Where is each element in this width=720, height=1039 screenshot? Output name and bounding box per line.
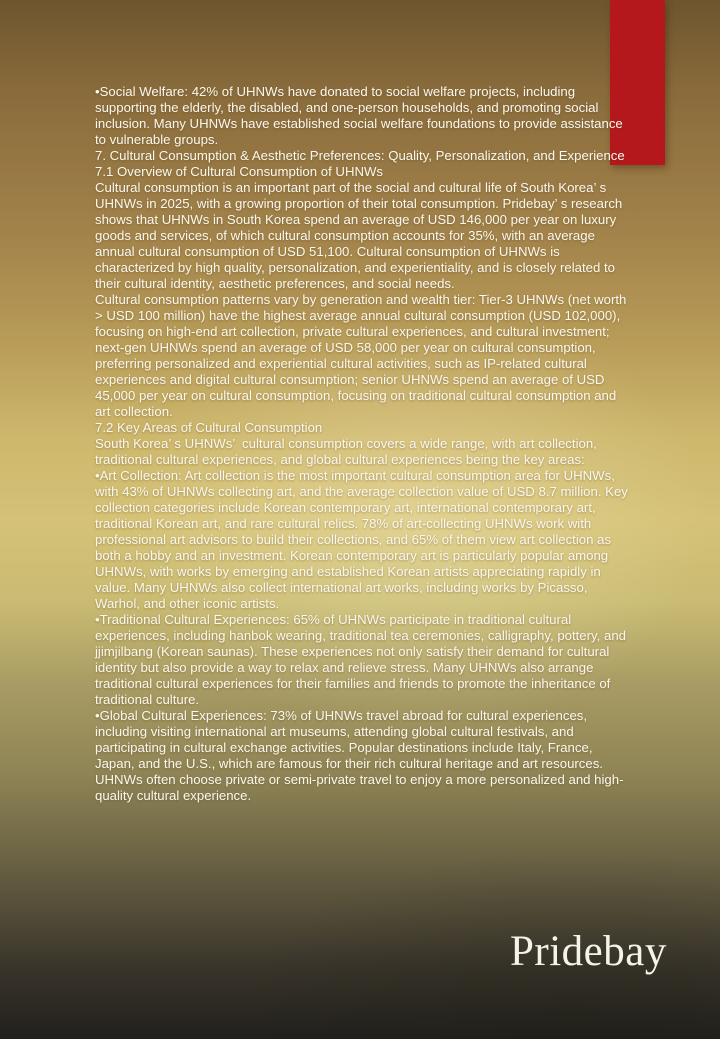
paragraph-social-welfare: •Social Welfare: 42% of UHNWs have donated to social welfare projects, including supporting the elderly, the disabled, and one-person households, and promoting social inclusion. Many UHNWs have established social welfare foundations to provide assistance to vulnerable groups. bbox=[95, 84, 627, 147]
heading-section-7-2: 7.2 Key Areas of Cultural Consumption bbox=[95, 420, 323, 435]
heading-section-7-1: 7.1 Overview of Cultural Consumption of UHNWs bbox=[95, 164, 384, 179]
paragraph-global-experiences: •Global Cultural Experiences: 73% of UHNWs travel abroad for cultural experiences, including visiting international art museums, attending global cultural festivals, and participating in cultural exchange activities. Popular destinations include Italy, France, Japan, and the U.S., which are famous for their rich cultural heritage and art resources. UHNWs often choose private or semi-private travel to enjoy a more personalized and high-quality cultural experience. bbox=[95, 708, 624, 803]
paragraph-overview: Cultural consumption is an important part of the social and cultural life of South Korea’ s UHNWs in 2025, with a growing proportion of their total consumption. Pridebay’ s research shows that UHNWs in South Korea spend an average of USD 146,000 per year on luxury goods and services, of which cultural consumption accounts for 35%, with an average annual cultural consumption of USD 51,100. Cultural consumption of UHNWs is characterized by high quality, personalization, and experientiality, and is closely related to their cultural identity, aesthetic preferences, and social needs. bbox=[95, 180, 626, 291]
paragraph-art-collection: •Art Collection: Art collection is the most important cultural consumption area for UHNWs, with 43% of UHNWs collecting art, and the average collection value of USD 8.7 million. Key collection categories include Korean contemporary art, international contemporary art, traditional Korean art, and rare cultural relics. 78% of art-collecting UHNWs work with professional art advisors to build their collections, and 65% of them view art collection as both a hobby and an investment. Korean contemporary art is particularly popular among UHNWs, with works by emerging and established Korean artists appreciating rapidly in value. Many UHNWs also collect international art works, including works by Picasso, Warhol, and other iconic artists. bbox=[95, 468, 632, 611]
pridebay-logo: Pridebay bbox=[510, 928, 667, 975]
document-text bbox=[95, 84, 633, 804]
heading-section-7: 7. Cultural Consumption & Aesthetic Preferences: Quality, Personalization, and Experience bbox=[95, 148, 625, 163]
paragraph-key-areas-intro: South Korea’ s UHNWs’ cultural consumption covers a wide range, with art collection, traditional cultural experiences, and global cultural experiences being the key areas: bbox=[95, 436, 601, 467]
paragraph-patterns: Cultural consumption patterns vary by generation and wealth tier: Tier-3 UHNWs (net worth > USD 100 million) have the highest average annual cultural consumption (USD 102,000), focusing on high-end art collection, private cultural experiences, and cultural investment; next-gen UHNWs spend an average of USD 58,000 per year on cultural consumption, preferring personalized and experiential cultural activities, such as IP-related cultural experiences and digital cultural consumption; senior UHNWs spend an average of USD 45,000 per year on cultural consumption, focusing on traditional cultural consumption and art collection. bbox=[95, 292, 631, 419]
paragraph-traditional-experiences: •Traditional Cultural Experiences: 65% of UHNWs participate in traditional cultural experiences, including hanbok wearing, traditional tea ceremonies, calligraphy, pottery, and jjimjilbang (Korean saunas). These experiences not only satisfy their demand for cultural identity but also provide a way to relax and relieve stress. Many UHNWs also arrange traditional cultural experiences for their families and friends to promote the inheritance of traditional culture. bbox=[95, 612, 630, 707]
